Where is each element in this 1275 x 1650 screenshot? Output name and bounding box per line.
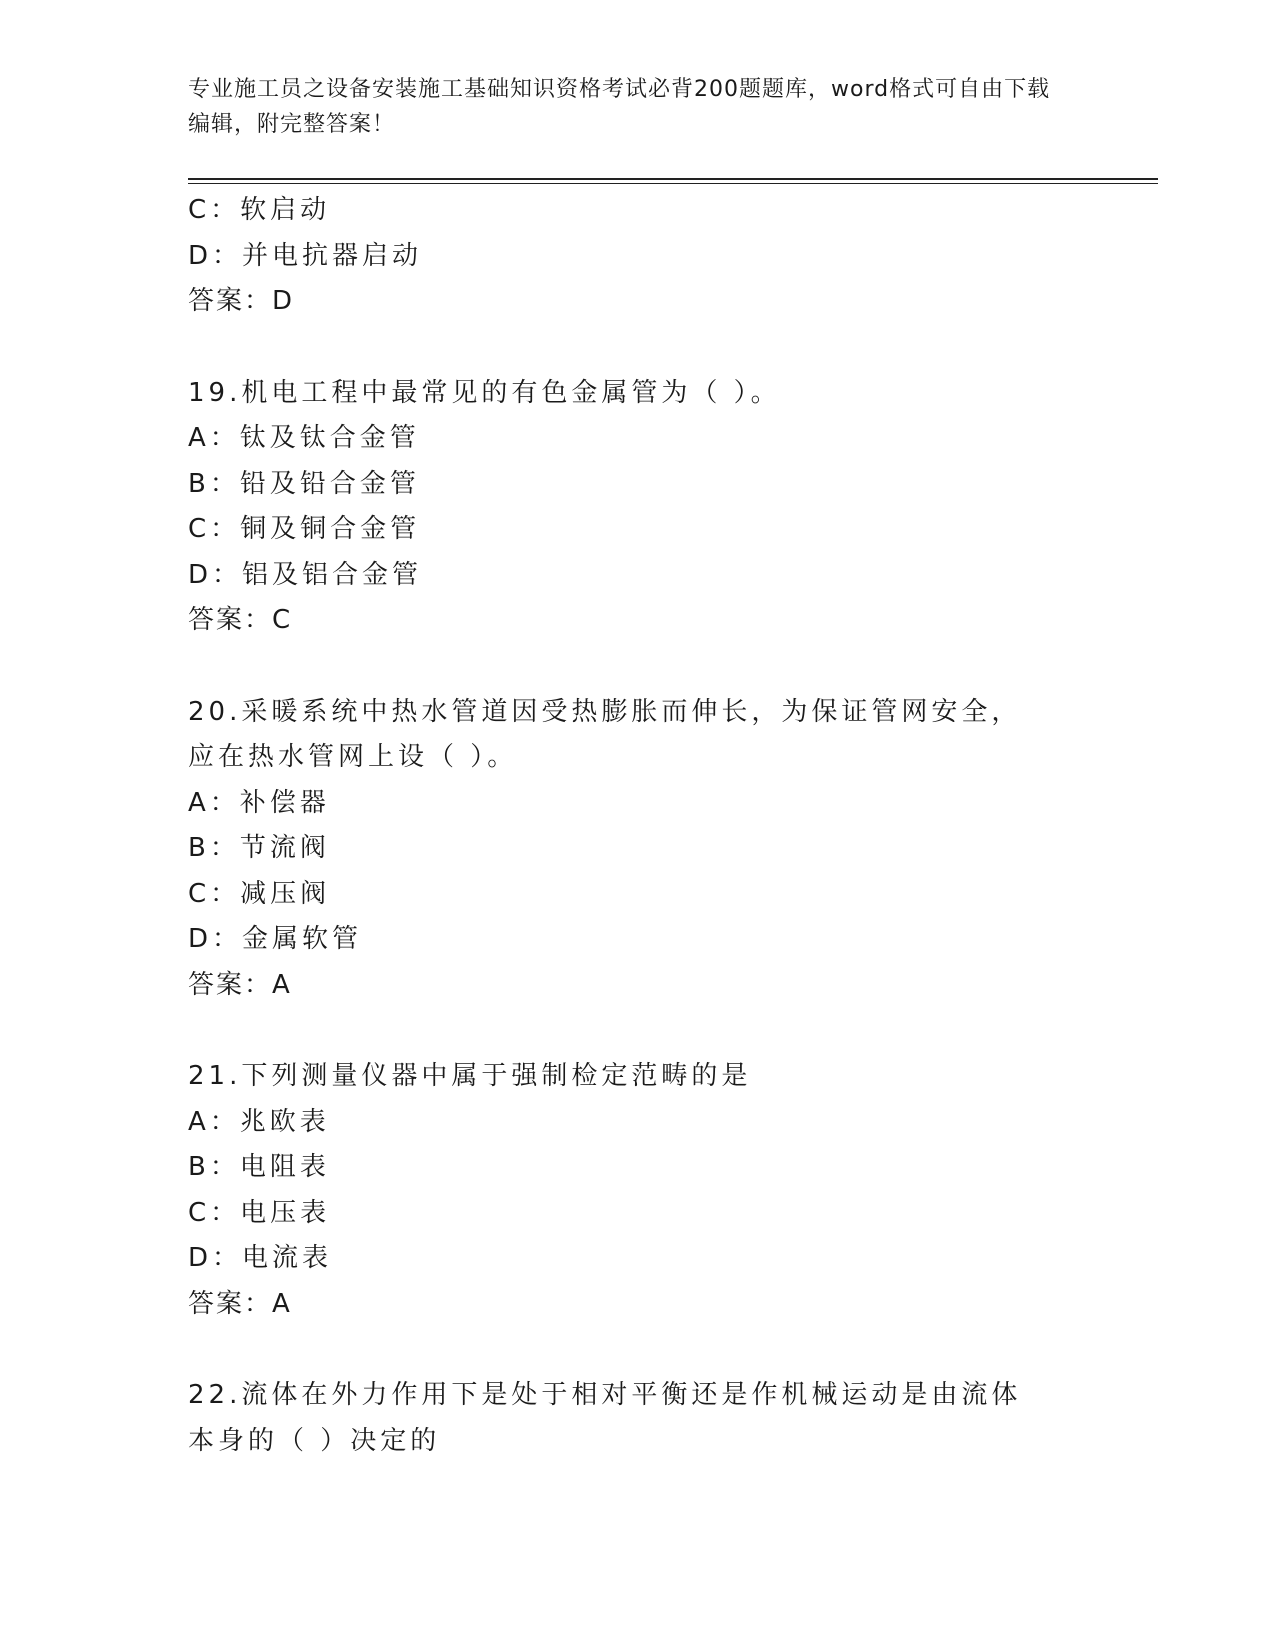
- document-header: 专业施工员之设备安装施工基础知识资格考试必背200题题库，word格式可自由下载编辑，附完整答案！: [188, 77, 1051, 137]
- option-a: A：兆欧表: [188, 1106, 330, 1137]
- option-d: D：金属软管: [188, 924, 363, 954]
- header-rule-thin: [188, 183, 1158, 184]
- question-19: [188, 371, 1088, 644]
- option-b: B：节流阀: [188, 833, 330, 863]
- question-list: [188, 188, 1088, 1464]
- option-c: C：电压表: [188, 1197, 331, 1228]
- question-text: 20.采暖系统中热水管道因受热膨胀而伸长，为保证管网安全，应在热水管网上设（ ）。: [188, 696, 1022, 772]
- option-c: C：软启动: [188, 195, 331, 225]
- question-text: 19.机电工程中最常见的有色金属管为（ ）。: [188, 377, 781, 408]
- option-c: C：铜及铜合金管: [188, 514, 421, 544]
- option-d: D：电流表: [188, 1243, 333, 1273]
- option-b: B：电阻表: [188, 1152, 330, 1182]
- option-d: D：并电抗器启动: [188, 240, 423, 271]
- question-20: [188, 690, 1088, 1009]
- answer: 答案：D: [188, 286, 295, 316]
- answer: 答案：A: [188, 969, 292, 1000]
- header-rule-thick: [188, 178, 1158, 180]
- option-b: B：铅及铅合金管: [188, 468, 420, 499]
- question-21: [188, 1054, 1088, 1327]
- answer: 答案：A: [188, 1288, 292, 1319]
- question-text: 22.流体在外力作用下是处于相对平衡还是作机械运动是由流体本身的（ ）决定的: [188, 1380, 1022, 1456]
- answer: 答案：C: [188, 605, 293, 635]
- option-a: A：补偿器: [188, 787, 330, 818]
- option-d: D：铝及铝合金管: [188, 559, 423, 590]
- question-22: [188, 1373, 1088, 1464]
- option-a: A：钛及钛合金管: [188, 423, 420, 453]
- question-text: 21.下列测量仪器中属于强制检定范畴的是: [188, 1061, 752, 1091]
- option-c: C：减压阀: [188, 878, 331, 909]
